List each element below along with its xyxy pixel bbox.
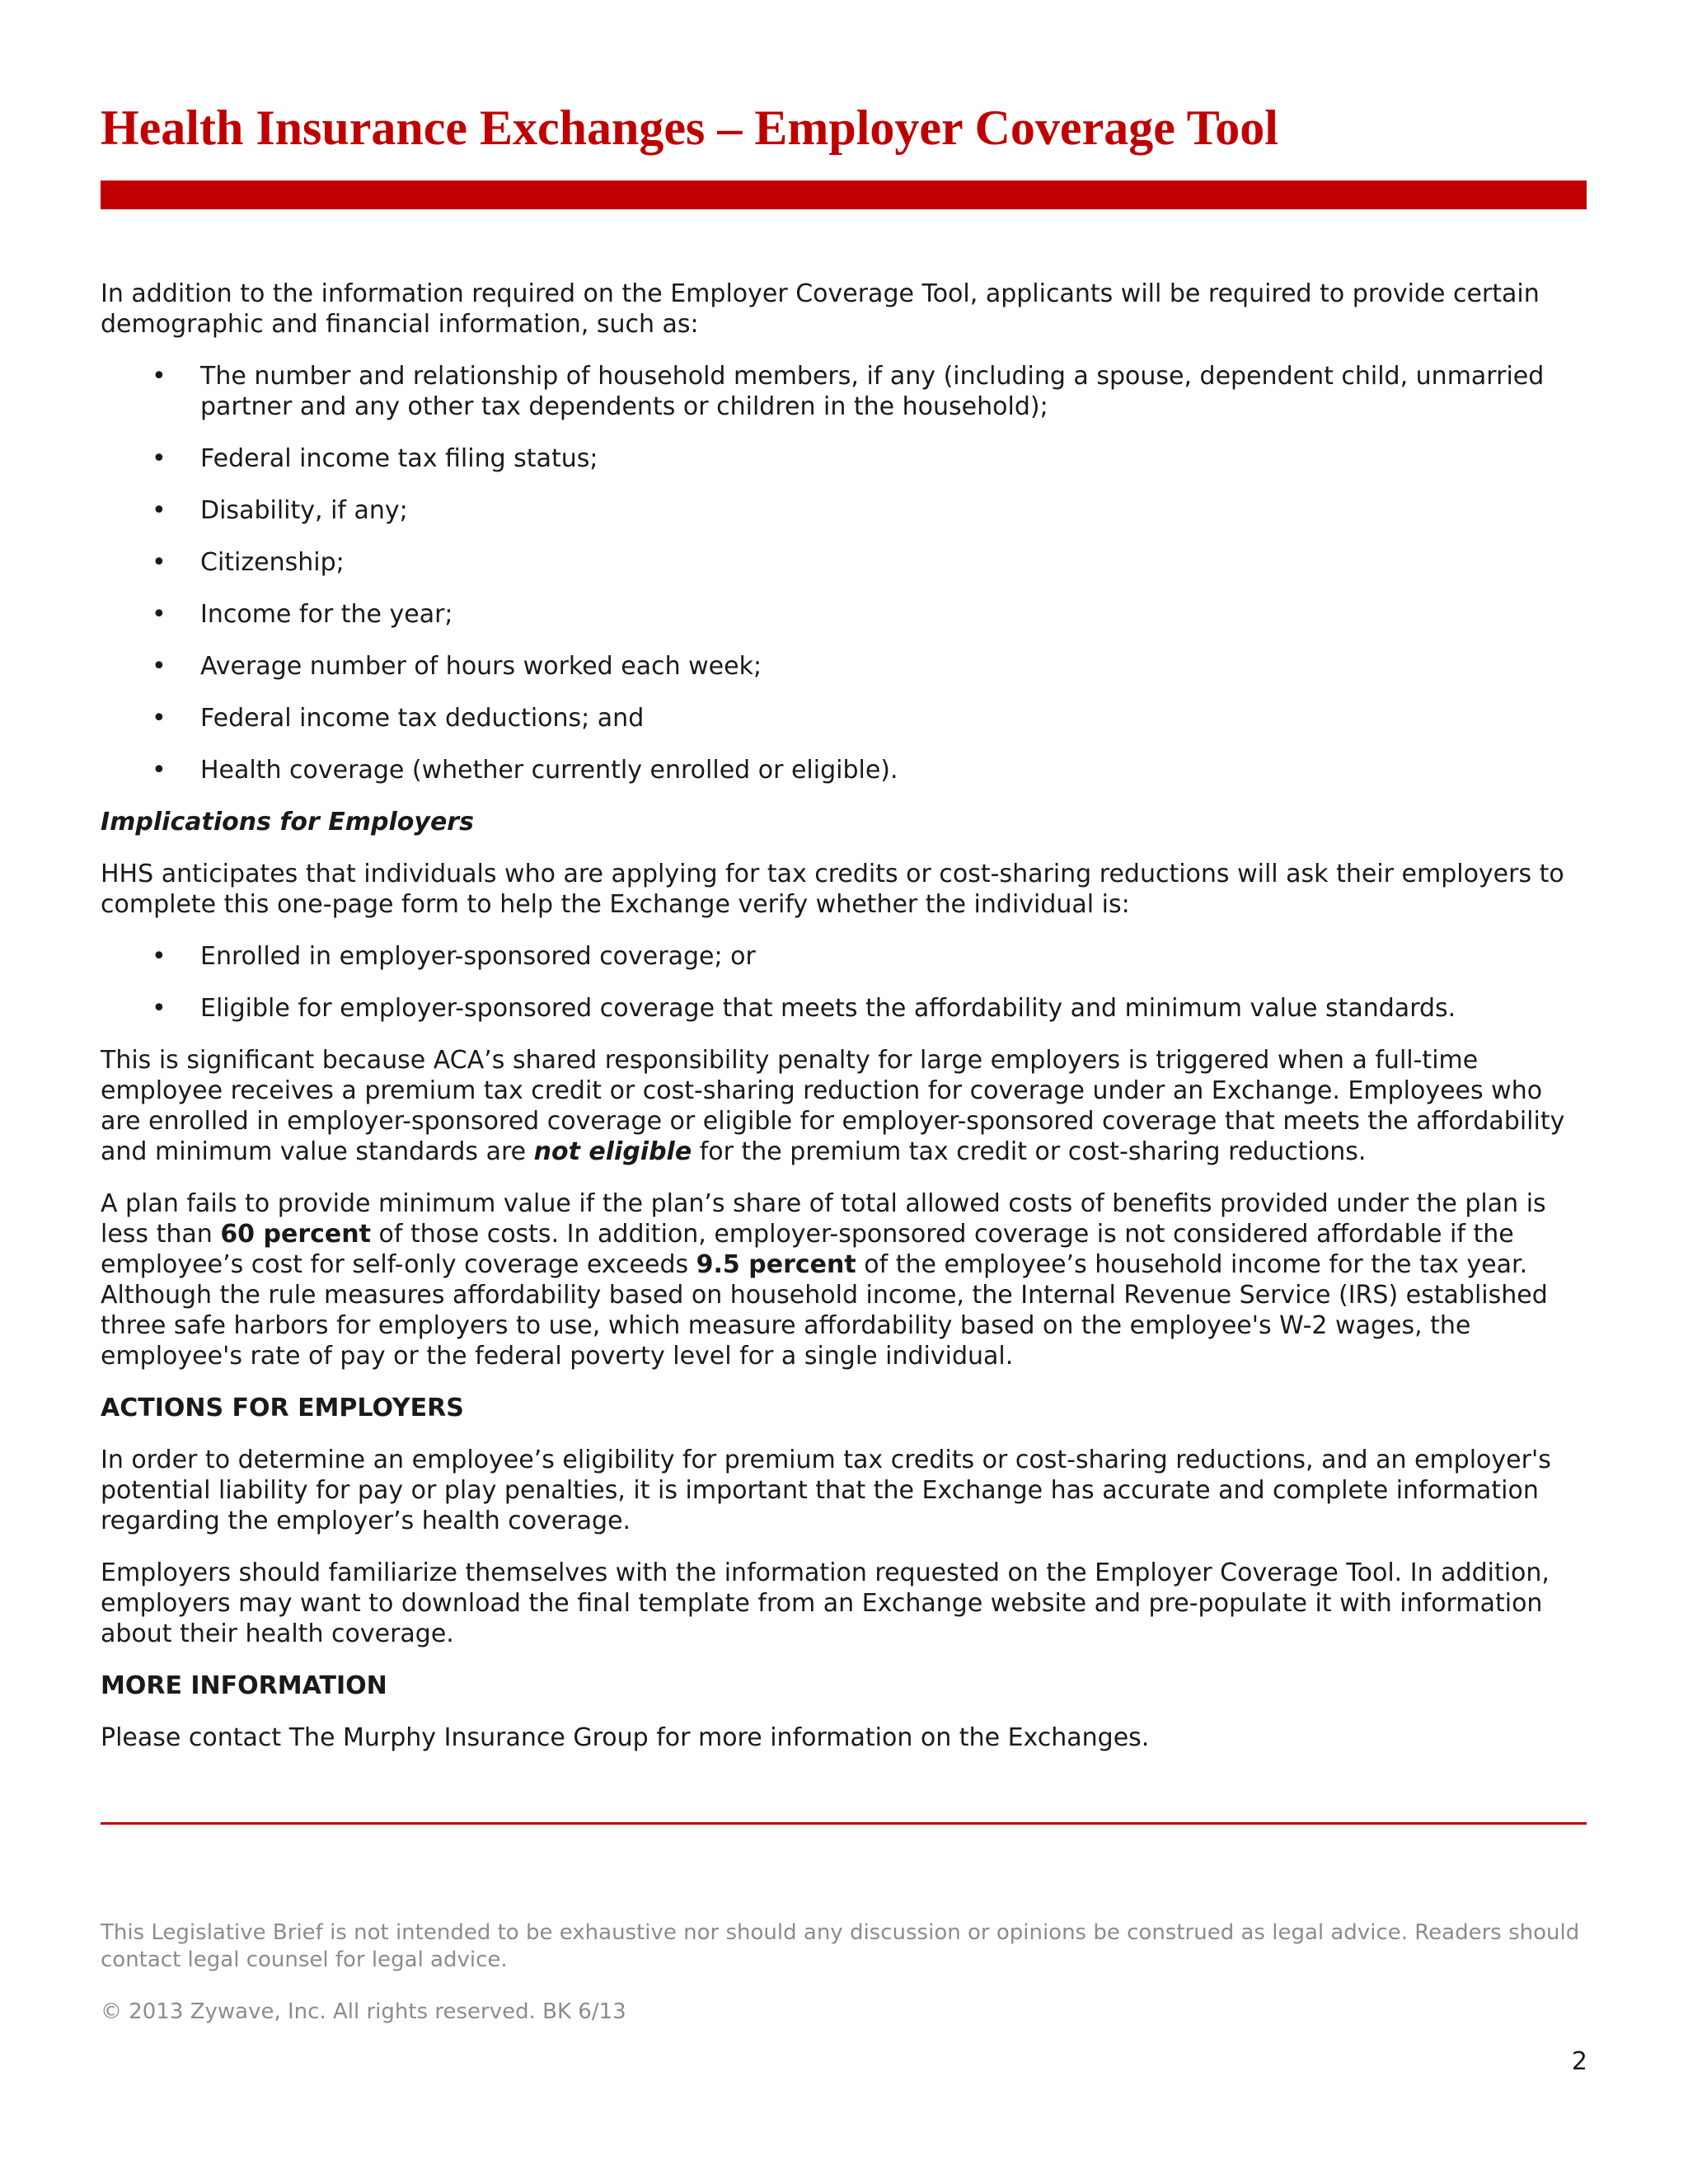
implications-paragraph: HHS anticipates that individuals who are applying for tax credits or cost-sharing reductions will ask their employers to complete this one-page form to help the Exchange verify whether the individual is: [101, 860, 1564, 919]
bullet-icon: • [152, 652, 166, 681]
more-info-paragraph: Please contact The Murphy Insurance Group for more information on the Exchanges. [101, 1723, 1150, 1752]
actions-heading: ACTIONS FOR EMPLOYERS [101, 1394, 464, 1422]
document-body [101, 279, 1587, 1774]
info-list [101, 361, 1587, 785]
page-number: 2 [1571, 2047, 1587, 2076]
footer [101, 1919, 1587, 2050]
list-item: • Federal income tax filing status; [152, 444, 598, 473]
intro-paragraph: In addition to the information required on the Employer Coverage Tool, applicants will be required to provide certain demographic and financial information, such as: [101, 279, 1540, 339]
bullet-icon: • [152, 362, 166, 391]
copyright-notice: © 2013 Zywave, Inc. All rights reserved. BK 6/13 [101, 1999, 626, 2024]
list-item: • Citizenship; [152, 548, 345, 577]
bullet-icon: • [152, 496, 166, 525]
not-eligible-emphasis: not eligible [533, 1137, 692, 1166]
list-item: • Income for the year; [152, 600, 453, 629]
bullet-icon: • [152, 704, 166, 733]
list-item: • Average number of hours worked each week; [152, 652, 762, 681]
actions-paragraph: Employers should familiarize themselves with the information requested on the Employer Coverage Tool. In addition, employers may want to download the final template from an Exchange website and pre-populate it with information about their health coverage. [101, 1558, 1550, 1648]
minimum-value-paragraph: A plan fails to provide minimum value if the plan’s share of total allowed costs of benefits provided under the plan is less than 60 percent of those costs. In addition, employer-sponsored coverage is not considered affordable if the employee’s cost for self-only coverage exceeds 9.5 percent of the employee’s household income for the tax year. Although the rule measures affordability based on household income, the Internal Revenue Service (IRS) established three safe harbors for employers to use, which measure affordability based on the employee's W-2 wages, the employee's rate of pay or the federal poverty level for a single individual. [101, 1189, 1548, 1371]
page-title: Health Insurance Exchanges – Employer Coverage Tool [101, 101, 1278, 155]
list-item: • Eligible for employer-sponsored coverage that meets the affordability and minimum value standards. [152, 994, 1456, 1023]
list-item: • Enrolled in employer-sponsored coverage; or [152, 942, 756, 971]
list-item: • Federal income tax deductions; and [152, 704, 645, 733]
more-info-heading: MORE INFORMATION [101, 1671, 387, 1700]
legal-disclaimer: This Legislative Brief is not intended to be exhaustive nor should any discussion or opinions be construed as legal advice. Readers should contact legal counsel for legal advice. [101, 1920, 1580, 1972]
significance-paragraph: This is significant because ACA’s shared responsibility penalty for large employers is triggered when a full-time employee receives a premium tax credit or cost-sharing reduction for coverage under an Exchange. Employees who are enrolled in employer-sponsored coverage or eligible for employer-sponsored coverage that meets the affordability and minimum value standards are not eligible for the premium tax credit or cost-sharing reductions. [101, 1046, 1565, 1166]
list-item: • Health coverage (whether currently enrolled or eligible). [152, 756, 898, 785]
bullet-icon: • [152, 548, 166, 577]
bullet-icon: • [152, 942, 166, 971]
list-item: • The number and relationship of household members, if any (including a spouse, dependent child, unmarried partner and any other tax dependents or children in the household); [152, 362, 1545, 421]
title-rule [101, 180, 1587, 209]
nine-point-five-percent-emphasis: 9.5 percent [696, 1250, 856, 1279]
list-item: • Disability, if any; [152, 496, 408, 525]
bullet-icon: • [152, 756, 166, 785]
bullet-icon: • [152, 444, 166, 473]
footer-divider [101, 1822, 1587, 1825]
employer-coverage-list [101, 941, 1587, 1024]
sixty-percent-emphasis: 60 percent [220, 1220, 371, 1249]
actions-paragraph: In order to determine an employee’s eligibility for premium tax credits or cost-sharing reductions, and an employer's potential liability for pay or play penalties, it is important that the Exchange has accurate and complete information regarding the employer’s health coverage. [101, 1446, 1551, 1535]
bullet-icon: • [152, 994, 166, 1023]
implications-heading: Implications for Employers [101, 808, 474, 837]
bullet-icon: • [152, 600, 166, 629]
